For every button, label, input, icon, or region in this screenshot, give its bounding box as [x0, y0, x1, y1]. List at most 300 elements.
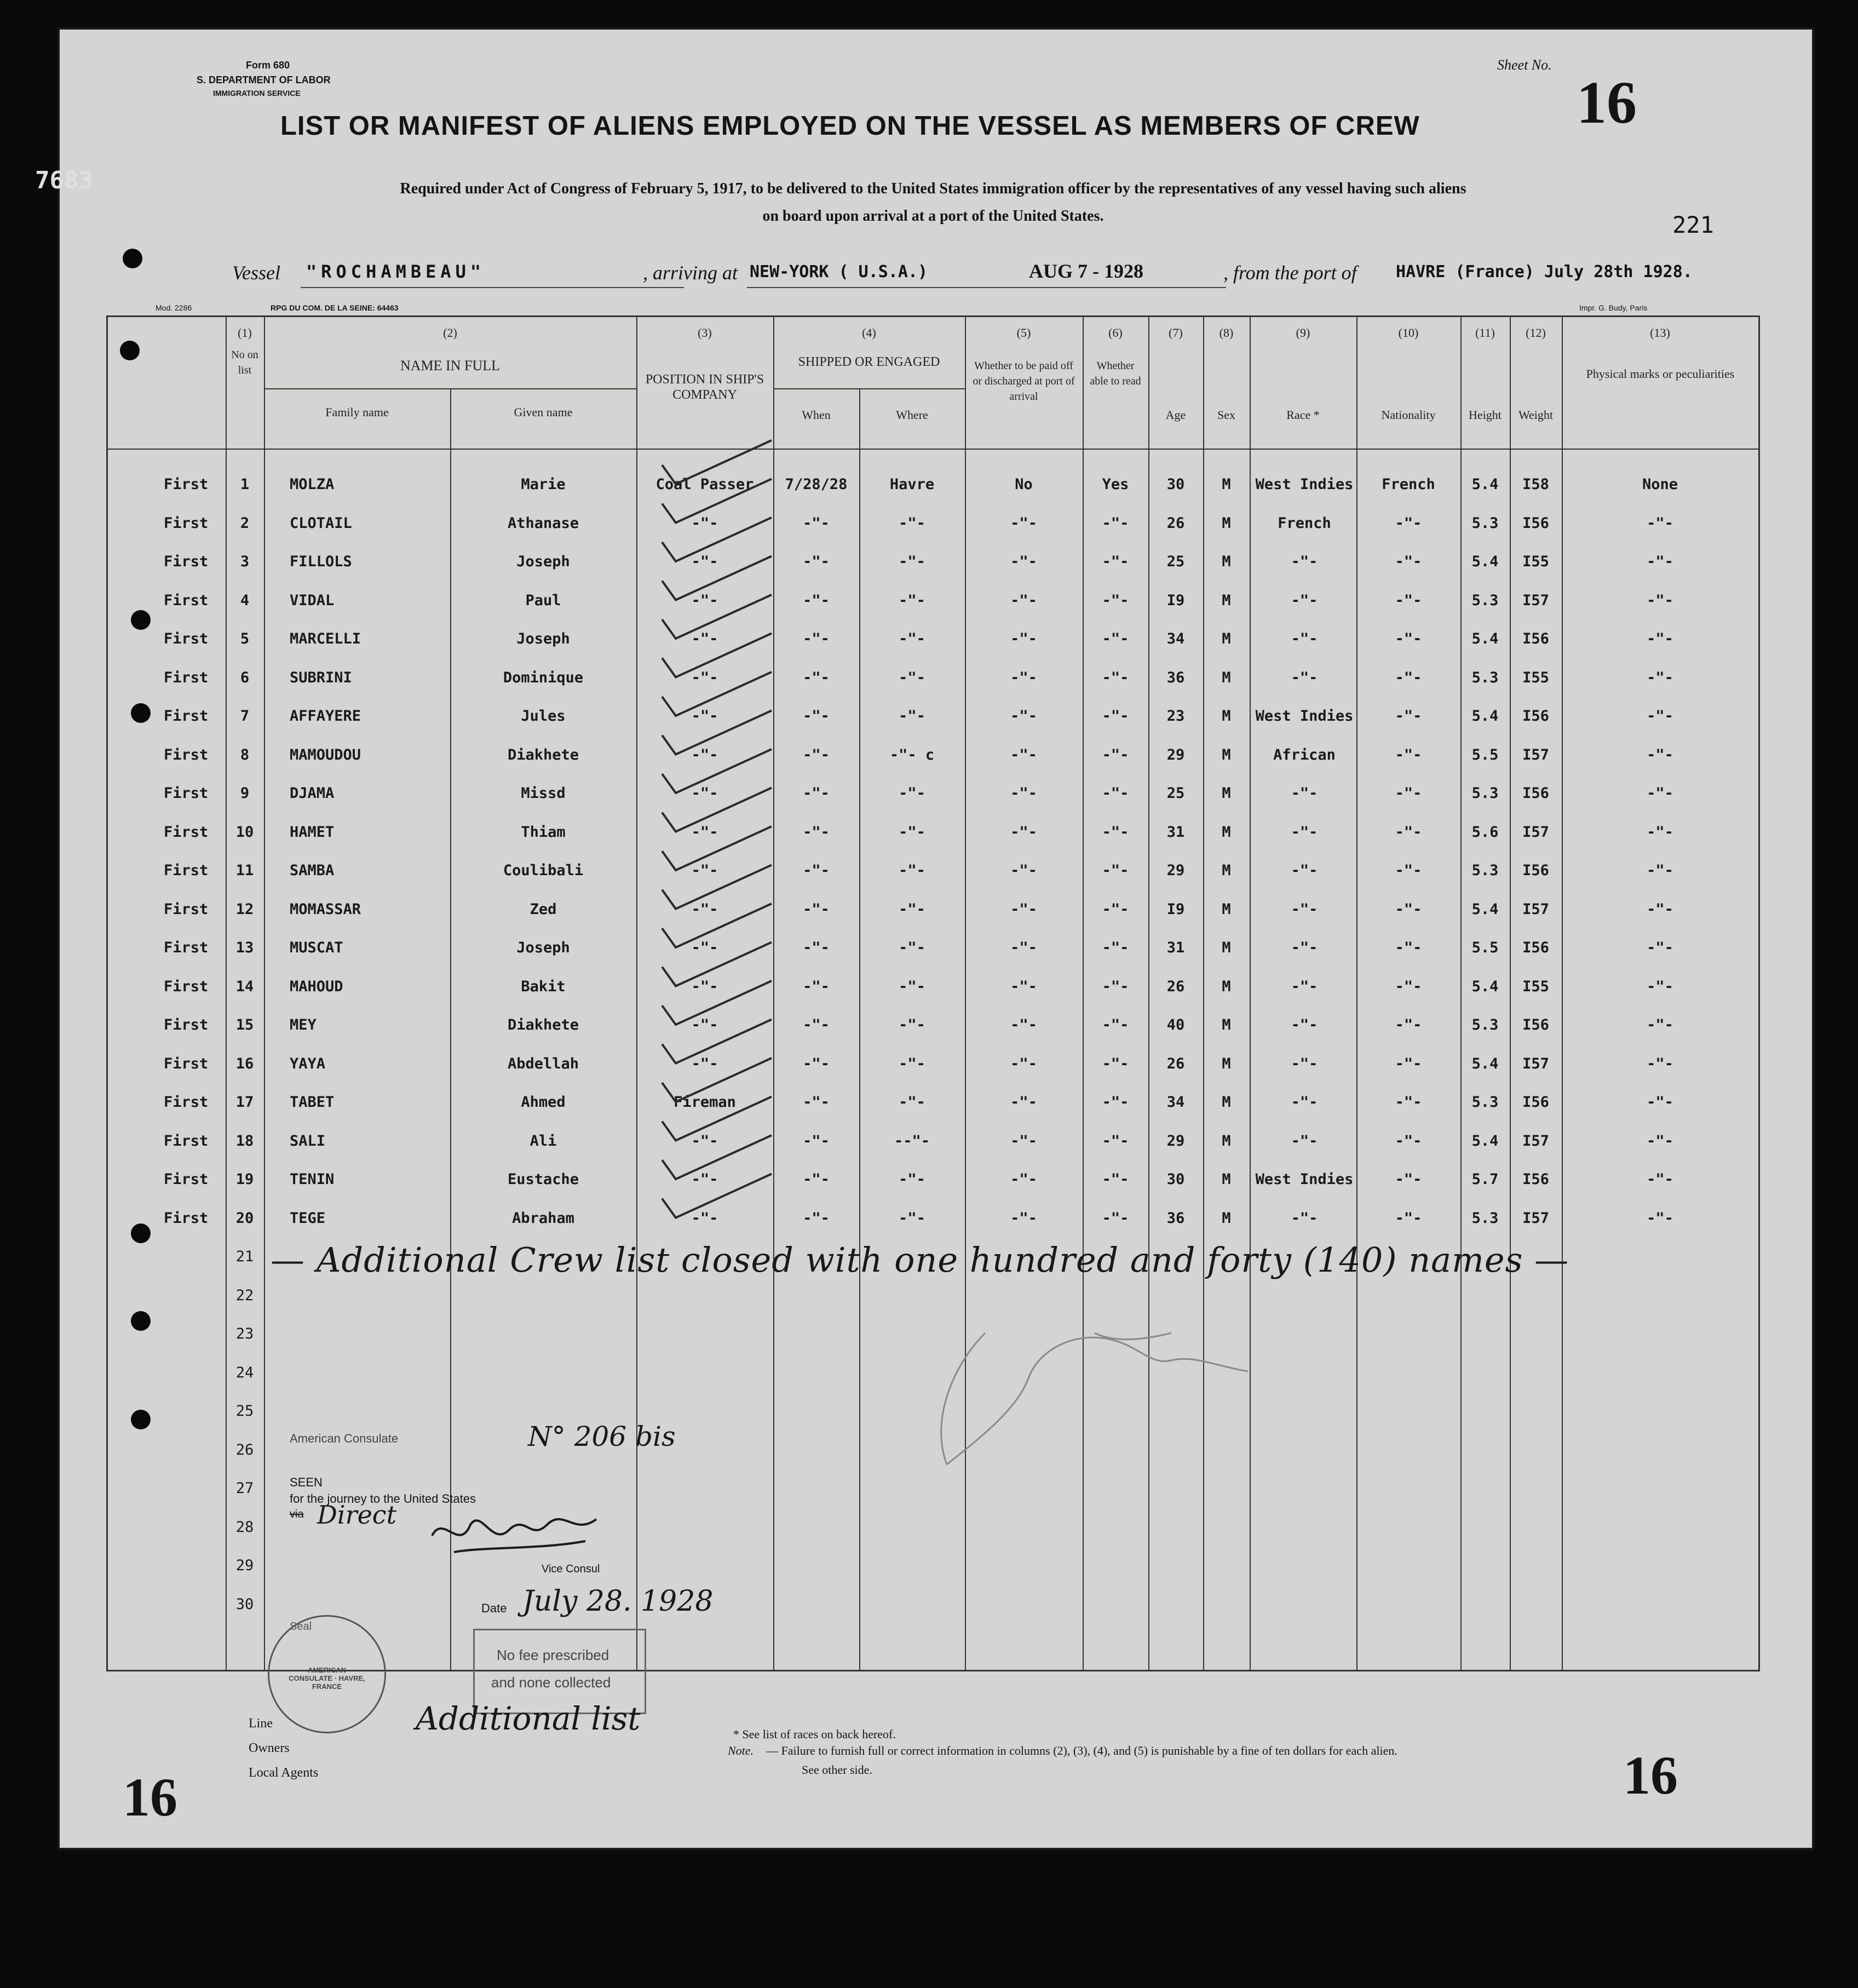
col8-header: Sex [1217, 408, 1235, 422]
check-mark [662, 826, 772, 870]
weight-cell: I55 [1522, 978, 1549, 995]
race-cell: West Indies [1255, 476, 1354, 493]
given-name-cell: Joseph [516, 939, 570, 956]
race-cell: French [1278, 514, 1331, 532]
able-to-read-cell: -"- [1102, 1132, 1129, 1150]
row-number-cell: 5 [240, 630, 250, 647]
age-cell: 30 [1166, 476, 1185, 493]
nationality-cell: -"- [1395, 939, 1422, 956]
punch-hole [131, 610, 151, 630]
sheet-number-bottom-right: 16 [1623, 1745, 1678, 1806]
marks-cell: -"- [1647, 746, 1673, 763]
class-cell: First [164, 630, 209, 647]
col7-header: Age [1165, 408, 1186, 422]
family-name-cell: TABET [290, 1094, 335, 1111]
class-cell: First [164, 514, 209, 532]
family-name-cell: AFFAYERE [290, 708, 361, 725]
paid-off-cell: -"- [1010, 669, 1037, 686]
weight-cell: I56 [1522, 630, 1549, 647]
nationality-cell: -"- [1395, 1016, 1422, 1033]
vessel-name: "ROCHAMBEAU" [306, 261, 486, 282]
marks-cell: -"- [1647, 1016, 1673, 1033]
family-name-cell: MOLZA [290, 476, 335, 493]
col1-header: No on list [231, 349, 258, 376]
weight-cell: I56 [1522, 785, 1549, 802]
race-cell: -"- [1291, 939, 1318, 956]
class-cell: First [164, 669, 209, 686]
where-cell: -"- [899, 1016, 925, 1033]
class-cell: First [164, 862, 209, 879]
age-cell: 26 [1166, 1055, 1185, 1072]
position-cell: -"- [691, 1132, 718, 1150]
paid-off-cell: -"- [1010, 591, 1037, 609]
given-name-cell: Paul [525, 591, 561, 609]
arriving-label: , arriving at [643, 262, 738, 284]
weight-cell: I56 [1522, 1016, 1549, 1033]
position-cell: -"- [691, 1016, 718, 1033]
position-cell: -"- [691, 1171, 718, 1188]
col12-header: Weight [1518, 408, 1553, 422]
marks-cell: -"- [1647, 1094, 1673, 1111]
via-label: via [290, 1508, 304, 1520]
paid-off-cell: -"- [1010, 978, 1037, 995]
class-cell: First [164, 591, 209, 609]
date-value: July 28. 1928 [522, 1585, 714, 1618]
check-mark [662, 556, 772, 600]
class-cell: First [164, 978, 209, 995]
sex-cell: M [1222, 553, 1231, 570]
weight-cell: I56 [1522, 862, 1549, 879]
paid-off-cell: -"- [1010, 514, 1037, 532]
nationality-cell: -"- [1395, 708, 1422, 725]
able-to-read-cell: -"- [1102, 630, 1129, 647]
nationality-cell: -"- [1395, 1209, 1422, 1227]
when-cell: -"- [803, 669, 830, 686]
given-name-cell: Joseph [516, 630, 570, 647]
paid-off-cell: -"- [1010, 1132, 1037, 1150]
given-name-cell: Jules [521, 708, 566, 725]
marks-cell: -"- [1647, 823, 1673, 841]
paid-off-cell: -"- [1010, 553, 1037, 570]
class-cell: First [164, 1094, 209, 1111]
weight-cell: I57 [1522, 746, 1549, 763]
check-mark [662, 1174, 772, 1218]
height-cell: 5.4 [1471, 900, 1499, 918]
race-cell: -"- [1291, 1016, 1318, 1033]
check-mark [662, 479, 772, 523]
punch-hole [120, 341, 140, 360]
nationality-cell: -"- [1395, 591, 1422, 609]
class-cell: First [164, 746, 209, 763]
row-number-cell: 9 [240, 785, 250, 802]
paid-off-cell: -"- [1010, 1055, 1037, 1072]
age-cell: 29 [1166, 746, 1185, 763]
paid-off-cell: -"- [1010, 746, 1037, 763]
vessel-label: Vessel [232, 262, 280, 284]
family-name-cell: SALI [290, 1132, 326, 1150]
marks-cell: -"- [1647, 630, 1673, 647]
consular-number: N° 206 bis [528, 1421, 676, 1452]
row-number-cell: 2 [240, 514, 250, 532]
position-cell: Fireman [674, 1094, 736, 1111]
age-cell: 40 [1166, 1016, 1185, 1033]
row-number-cell: 3 [240, 553, 250, 570]
height-cell: 5.3 [1471, 514, 1499, 532]
sheet-number: 16 [1577, 69, 1637, 136]
position-cell: -"- [691, 1055, 718, 1072]
family-name-header: Family name [325, 405, 389, 419]
when-cell: -"- [803, 514, 830, 532]
check-mark [662, 1097, 772, 1141]
where-cell: -"- [899, 939, 925, 956]
given-name-cell: Abdellah [507, 1055, 579, 1072]
line-label: Line [249, 1716, 273, 1731]
nationality-cell: -"- [1395, 630, 1422, 647]
row-number-cell: 21 [235, 1248, 254, 1265]
check-mark [662, 440, 772, 484]
age-cell: 31 [1166, 939, 1185, 956]
sex-cell: M [1222, 514, 1231, 532]
race-cell: -"- [1291, 1132, 1318, 1150]
marks-cell: -"- [1647, 1209, 1673, 1227]
family-name-cell: TEGE [290, 1209, 326, 1227]
where-cell: --"- [894, 1132, 930, 1150]
height-cell: 5.4 [1471, 1055, 1499, 1072]
local-agents-label: Local Agents [249, 1766, 319, 1780]
col8-number: (8) [1219, 326, 1234, 340]
where-cell: -"- [899, 862, 925, 879]
able-to-read-cell: -"- [1102, 1094, 1129, 1111]
sex-cell: M [1222, 669, 1231, 686]
where-cell: -"- c [889, 746, 935, 763]
check-mark [662, 865, 772, 909]
paid-off-cell: -"- [1010, 1171, 1037, 1188]
arrival-date: AUG 7 - 1928 [1029, 260, 1143, 282]
marks-cell: None [1642, 476, 1678, 493]
class-cell: First [164, 476, 209, 493]
class-cell: First [164, 1209, 209, 1227]
when-cell: -"- [803, 591, 830, 609]
position-cell: Coal Passer [655, 476, 754, 493]
row-number-cell: 27 [235, 1480, 254, 1497]
row-number-cell: 6 [240, 669, 250, 686]
weight-cell: I55 [1522, 553, 1549, 570]
check-mark [662, 981, 772, 1025]
given-name-cell: Athanase [507, 514, 579, 532]
marks-cell: -"- [1647, 900, 1673, 918]
subtitle-line1: Required under Act of Congress of February 5, 1917, to be delivered to the United States immigration officer by the representatives of any vessel having such aliens [400, 180, 1466, 197]
when-cell: -"- [803, 1171, 830, 1188]
see-other-side: See other side. [802, 1763, 872, 1777]
paid-off-cell: -"- [1010, 630, 1037, 647]
given-name-cell: Marie [521, 476, 566, 493]
race-cell: -"- [1291, 823, 1318, 841]
col4-header: SHIPPED OR ENGAGED [798, 355, 940, 369]
printer: Impr. G. Budy, Paris [1579, 303, 1648, 312]
class-cell: First [164, 708, 209, 725]
position-cell: -"- [691, 785, 718, 802]
age-cell: 30 [1166, 1171, 1185, 1188]
page-number: 221 [1672, 211, 1714, 238]
height-cell: 5.3 [1471, 862, 1499, 879]
paid-off-cell: -"- [1010, 1209, 1037, 1227]
paid-off-cell: -"- [1010, 823, 1037, 841]
check-mark [662, 749, 772, 793]
class-cell: First [164, 823, 209, 841]
when-cell: -"- [803, 978, 830, 995]
marks-cell: -"- [1647, 1132, 1673, 1150]
weight-cell: I57 [1522, 591, 1549, 609]
row-number-cell: 26 [235, 1441, 254, 1458]
via-value: Direct [317, 1500, 397, 1530]
col6-number: (6) [1108, 326, 1123, 340]
owners-label: Owners [249, 1741, 290, 1755]
when-cell: -"- [803, 1132, 830, 1150]
paid-off-cell: -"- [1010, 900, 1037, 918]
check-mark [662, 1020, 772, 1064]
department: S. DEPARTMENT OF LABOR [197, 74, 331, 85]
when-cell: -"- [803, 630, 830, 647]
position-cell: -"- [691, 630, 718, 647]
able-to-read-cell: -"- [1102, 785, 1129, 802]
class-cell: First [164, 1132, 209, 1150]
race-cell: -"- [1291, 669, 1318, 686]
given-name-cell: Zed [530, 900, 557, 918]
race-cell: -"- [1291, 1055, 1318, 1072]
family-name-cell: MUSCAT [290, 939, 343, 956]
age-cell: 29 [1166, 862, 1185, 879]
where-cell: -"- [899, 1055, 925, 1072]
row-number-cell: 7 [240, 708, 250, 725]
sheet-number-bottom-left: 16 [123, 1767, 177, 1828]
where-cell: -"- [899, 553, 925, 570]
from-port-label: , from the port of [1223, 262, 1357, 284]
given-name-cell: Ahmed [521, 1094, 566, 1111]
weight-cell: I55 [1522, 669, 1549, 686]
family-name-cell: CLOTAIL [290, 514, 352, 532]
family-name-cell: MAMOUDOU [290, 746, 361, 763]
given-name-cell: Coulibali [503, 862, 584, 879]
class-cell: First [164, 1171, 209, 1188]
able-to-read-cell: -"- [1102, 1209, 1129, 1227]
seal-label: Seal [290, 1621, 312, 1633]
col12-number: (12) [1526, 326, 1546, 340]
given-name-cell: Eustache [507, 1171, 579, 1188]
punch-hole [131, 703, 151, 723]
col1-number: (1) [238, 326, 252, 340]
able-to-read-cell: Yes [1102, 476, 1129, 493]
family-name-cell: HAMET [290, 823, 335, 841]
given-name-header: Given name [514, 405, 573, 419]
race-cell: -"- [1291, 591, 1318, 609]
where-cell: -"- [899, 1094, 925, 1111]
when-cell: -"- [803, 939, 830, 956]
class-cell: First [164, 900, 209, 918]
punch-hole [131, 1410, 151, 1429]
check-mark [662, 672, 772, 716]
punch-hole [131, 1311, 151, 1331]
age-cell: 36 [1166, 1209, 1185, 1227]
height-cell: 5.3 [1471, 669, 1499, 686]
consulate-label: American Consulate [290, 1432, 399, 1445]
given-name-cell: Abraham [512, 1209, 574, 1227]
sex-cell: M [1222, 1016, 1231, 1033]
nationality-cell: -"- [1395, 553, 1422, 570]
height-cell: 5.4 [1471, 1132, 1499, 1150]
when-cell: -"- [803, 746, 830, 763]
race-cell: -"- [1291, 785, 1318, 802]
age-cell: 25 [1166, 785, 1185, 802]
race-cell: -"- [1291, 553, 1318, 570]
paid-off-cell: No [1015, 476, 1033, 493]
punch-hole [123, 249, 142, 268]
paid-off-cell: -"- [1010, 939, 1037, 956]
races-note: * See list of races on back hereof. [733, 1727, 896, 1741]
class-cell: First [164, 939, 209, 956]
journey-label: for the journey to the United States [290, 1492, 476, 1506]
paid-off-cell: -"- [1010, 708, 1037, 725]
paid-off-cell: -"- [1010, 862, 1037, 879]
from-port: HAVRE (France) July 28th 1928. [1396, 262, 1693, 281]
col13-number: (13) [1650, 326, 1670, 340]
family-name-cell: SAMBA [290, 862, 335, 879]
race-cell: West Indies [1255, 708, 1354, 725]
sex-cell: M [1222, 978, 1231, 995]
check-marks [651, 435, 848, 1267]
height-cell: 5.4 [1471, 630, 1499, 647]
given-name-cell: Diakhete [507, 746, 579, 763]
nationality-cell: -"- [1395, 978, 1422, 995]
left-edge-number: 7683 [35, 166, 93, 194]
sex-cell: M [1222, 708, 1231, 725]
given-name-cell: Missd [521, 785, 566, 802]
height-cell: 5.4 [1471, 476, 1499, 493]
able-to-read-cell: -"- [1102, 514, 1129, 532]
class-cell: First [164, 1016, 209, 1033]
col4-number: (4) [862, 326, 876, 340]
family-name-cell: YAYA [290, 1055, 326, 1072]
row-number-cell: 4 [240, 591, 250, 609]
age-cell: 31 [1166, 823, 1185, 841]
able-to-read-cell: -"- [1102, 823, 1129, 841]
age-cell: 26 [1166, 978, 1185, 995]
mod-label: Mod. 2286 [156, 303, 192, 312]
where-cell: -"- [899, 978, 925, 995]
position-cell: -"- [691, 553, 718, 570]
when-cell: -"- [803, 708, 830, 725]
row-number-cell: 25 [235, 1403, 254, 1420]
where-cell: -"- [899, 669, 925, 686]
able-to-read-cell: -"- [1102, 978, 1129, 995]
sex-cell: M [1222, 1132, 1231, 1150]
age-cell: 25 [1166, 553, 1185, 570]
family-name-cell: MAHOUD [290, 978, 343, 995]
check-mark [662, 943, 772, 986]
marks-cell: -"- [1647, 785, 1673, 802]
family-name-cell: DJAMA [290, 785, 335, 802]
sex-cell: M [1222, 630, 1231, 647]
weight-cell: I56 [1522, 514, 1549, 532]
row-number-cell: 23 [235, 1325, 254, 1342]
nationality-cell: -"- [1395, 1171, 1422, 1188]
note-label: Note. [728, 1744, 754, 1757]
row-number-cell: 28 [235, 1518, 254, 1536]
height-cell: 5.5 [1471, 746, 1499, 763]
marks-cell: -"- [1647, 1055, 1673, 1072]
able-to-read-cell: -"- [1102, 862, 1129, 879]
when-cell: -"- [803, 1209, 830, 1227]
consul-label: Vice Consul [542, 1563, 600, 1575]
height-cell: 5.3 [1471, 591, 1499, 609]
race-cell: -"- [1291, 978, 1318, 995]
check-mark [662, 904, 772, 947]
given-name-cell: Diakhete [507, 1016, 579, 1033]
where-cell: -"- [899, 514, 925, 532]
family-name-cell: MEY [290, 1016, 317, 1033]
weight-cell: I56 [1522, 1171, 1549, 1188]
height-cell: 5.3 [1471, 785, 1499, 802]
when-header: When [802, 408, 831, 422]
position-cell: -"- [691, 900, 718, 918]
marks-cell: -"- [1647, 978, 1673, 995]
when-cell: 7/28/28 [785, 476, 848, 493]
row-number-cell: 29 [235, 1557, 254, 1574]
where-cell: -"- [899, 823, 925, 841]
height-cell: 5.3 [1471, 1016, 1499, 1033]
sex-cell: M [1222, 1171, 1231, 1188]
row-number-cell: 22 [235, 1286, 254, 1304]
when-cell: -"- [803, 823, 830, 841]
sex-cell: M [1222, 1209, 1231, 1227]
page-title: LIST OR MANIFEST OF ALIENS EMPLOYED ON THE VESSEL AS MEMBERS OF CREW [280, 111, 1420, 141]
race-cell: -"- [1291, 1094, 1318, 1111]
row-number-cell: 11 [235, 862, 254, 879]
able-to-read-cell: -"- [1102, 746, 1129, 763]
able-to-read-cell: -"- [1102, 591, 1129, 609]
class-cell: First [164, 553, 209, 570]
where-cell: -"- [899, 785, 925, 802]
where-cell: -"- [899, 708, 925, 725]
nationality-cell: -"- [1395, 785, 1422, 802]
given-name-cell: Bakit [521, 978, 566, 995]
check-mark [662, 595, 772, 639]
weight-cell: I56 [1522, 1094, 1549, 1111]
able-to-read-cell: -"- [1102, 553, 1129, 570]
when-cell: -"- [803, 1055, 830, 1072]
weight-cell: I58 [1522, 476, 1549, 493]
height-cell: 5.3 [1471, 1094, 1499, 1111]
row-number-cell: 24 [235, 1364, 254, 1381]
check-mark [662, 1135, 772, 1179]
row-number-cell: 1 [240, 476, 250, 493]
family-name-cell: VIDAL [290, 591, 335, 609]
weight-cell: I56 [1522, 939, 1549, 956]
weight-cell: I57 [1522, 1209, 1549, 1227]
weight-cell: I56 [1522, 708, 1549, 725]
where-cell: Havre [889, 476, 935, 493]
able-to-read-cell: -"- [1102, 669, 1129, 686]
row-number-cell: 15 [235, 1016, 254, 1033]
able-to-read-cell: -"- [1102, 939, 1129, 956]
col3-number: (3) [698, 326, 712, 340]
col11-number: (11) [1475, 326, 1495, 340]
row-number-cell: 16 [235, 1055, 254, 1072]
consulate-stamp [268, 1615, 386, 1733]
marks-cell: -"- [1647, 591, 1673, 609]
marks-cell: -"- [1647, 862, 1673, 879]
sex-cell: M [1222, 900, 1231, 918]
position-cell: -"- [691, 939, 718, 956]
